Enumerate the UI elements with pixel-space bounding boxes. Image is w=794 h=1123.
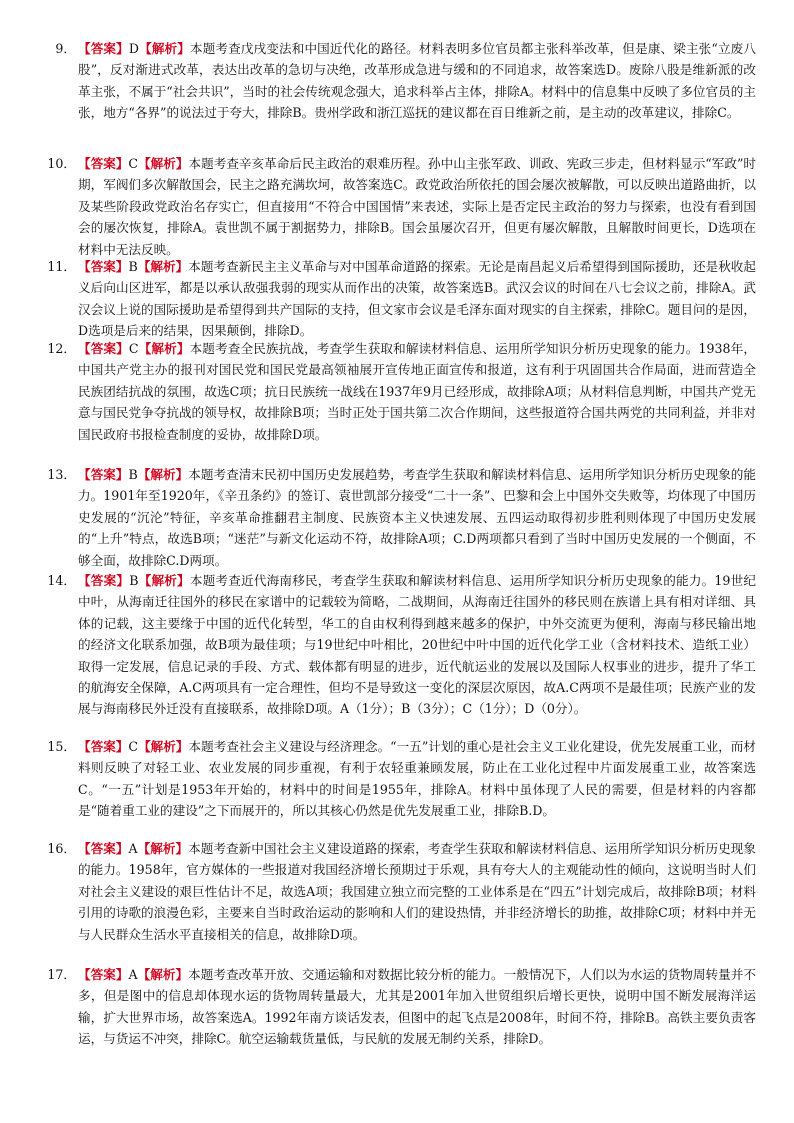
item-number: 13． [47, 467, 76, 482]
item-number: 10． [47, 156, 76, 171]
item-number: 16． [47, 841, 76, 856]
answer-label: 【答案】 [78, 467, 129, 482]
item-number: 12． [47, 341, 76, 356]
analysis-text: 本题考查新中国社会主义建设道路的探索，考查学生获取和解读材料信息、运用所学知识分析历史现象的能力。1958年，官方媒体的一些报道对我国经济增长预期过于乐观，具有夸大人的主观能动性的倾向，这说明当时人们对社会主义建设的艰巨性估计不足，故选A项；我国建立独立而完整的工业体系是在“四五”计划完成后，故排除B项；材料引用的诗歌的浪漫色彩，主要来自当时政治运动的影响和人们的建设热情，并非经济增长的助推，故排除C项；材料中并无与人民群众生活水平直接相关的信息，故排除D项。 [78, 841, 757, 942]
answer-item-12 [38, 338, 756, 445]
analysis-label: 【解析】 [138, 739, 189, 754]
answer-item-13 [38, 464, 756, 571]
answer-label: 【答案】 [78, 841, 129, 856]
answer-choice: A [128, 841, 138, 856]
answer-choice: B [128, 467, 138, 482]
item-number: 15． [47, 739, 76, 754]
analysis-label: 【解析】 [138, 41, 190, 56]
answer-choice: D [128, 41, 139, 56]
item-body [78, 464, 756, 571]
analysis-text: 本题考查社会主义建设与经济理念。“一五”计划的重心是社会主义工业化建设，优先发展重工业，而材料则反映了对轻工业、农业发展的同步重视，有利于农轻重兼顾发展，防止在工业化过程中片面发展重工业，故答案选C。“一五”计划是1953年开始的，材料中的时间是1955年，排除A。材料中虽体现了人民的需要，但是材料的内容都是“随着重工业的建设”之下而展开的，所以其核心仍然是优先发展重工业，排除B.D。 [78, 739, 756, 819]
answer-label: 【答案】 [78, 739, 129, 754]
item-number: 17． [47, 967, 76, 982]
answer-choice: C [128, 341, 139, 356]
answer-choice: B [129, 573, 139, 588]
answer-label: 【答案】 [78, 341, 129, 356]
item-body [78, 964, 756, 1050]
item-body [78, 256, 756, 342]
answer-choice: C [128, 739, 139, 754]
answer-label: 【答案】 [78, 259, 129, 274]
answer-label: 【答案】 [78, 156, 129, 171]
answer-label: 【答案】 [78, 41, 129, 56]
item-body [78, 570, 756, 720]
analysis-label: 【解析】 [137, 967, 189, 982]
analysis-text: 本题考查清末民初中国历史发展趋势，考查学生获取和解读材料信息、运用所学知识分析历史现象的能力。1901年至1920年，《辛丑条约》的签订、袁世凯部分接受“二十一条”、巴黎和会上中国外交失败等，均体现了中国历史发展的“沉沦”特征，辛亥革命推翻君主制度、民族资本主义快速发展、五四运动取得初步胜利则体现了中国历史发展的“上升”特点，故选B项；“迷茫”与新文化运动不符，故排除A项；C.D两项都只看到了当时中国历史发展的一个侧面，不够全面，故排除C.D两项。 [78, 467, 757, 568]
answer-item-15 [38, 736, 756, 822]
answer-item-10 [38, 153, 756, 260]
item-body [78, 38, 756, 124]
item-number: 14． [47, 573, 76, 588]
answer-item-16 [38, 838, 756, 945]
answer-choice: B [128, 259, 138, 274]
answer-item-9 [38, 38, 756, 124]
analysis-label: 【解析】 [138, 341, 190, 356]
analysis-text: 本题考查戊戌变法和中国近代化的路径。材料表明多位官员都主张科举改革，但是康、梁主张“立废八股”，反对渐进式改革，表达出改革的急切与决绝，改革形成急进与缓和的不同追求，故答案选D。废除八股是维新派的改革主张，不属于“社会共识”，当时的社会传统观念强大，追求科举占主体，排除A。材料中的信息集中反映了多位官员的主张，地方“各界”的说法过于夸大，排除B。贵州学政和浙江巡抚的建议都在百日维新之前，是主动的改革建议，排除C。 [78, 41, 756, 121]
analysis-text: 本题考查辛亥革命后民主政治的艰难历程。孙中山主张军政、训政、宪政三步走，但材料显示“军政”时期，军阀们多次解散国会，民主之路充满坎坷，故答案选C。政党政治所依托的国会屡次被解散，可以反映出道路曲折，以及某些阶段政党政治名存实亡，但直接用“不符合中国国情”来表述，实际上是否定民主政治的努力与探索，也没有看到国会的屡次恢复，排除A。袁世凯不属于割据势力，排除B。国会虽屡次召开，但更有屡次解散，且解散时间更长，D选项在材料中无法反映。 [78, 156, 756, 257]
item-body [78, 153, 756, 260]
answer-choice: C [128, 156, 139, 171]
analysis-text: 本题考查全民族抗战，考查学生获取和解读材料信息、运用所学知识分析历史现象的能力。1938年，中国共产党主办的报刊对国民党和国民党最高领袖展开宣传地正面宣传和报道，这有利于巩固国共合作局面，进而营造全民族团结抗战的氛围，故选C项；抗日民族统一战线在1937年9月已经形成，故排除A项；从材料信息判断，中国共产党无意与国民党争夺抗战的领导权，故排除B项；当时正处于国共第二次合作期间，这些报道符合国共两党的共同利益，并非对国民政府书报检查制度的妥协，故排除D项。 [78, 341, 757, 442]
analysis-text: 本题考查新民主主义革命与对中国革命道路的探索。无论是南昌起义后希望得到国际援助，还是秋收起义后向山区进军，都是以承认敌强我弱的现实从而作出的决策，故答案选B。武汉会议的时间在八七会议之前，排除A。武汉会议上说的国际援助是希望得到共产国际的支持，但文家市会议是毛泽东面对现实的自主探索，排除C。题目问的是因，D选项是后来的结果，因果颠倒，排除D。 [78, 259, 757, 339]
analysis-text: 本题考查改革开放、交通运输和对数据比较分析的能力。一般情况下，人们以为水运的货物周转量并不多，但是图中的信息却体现水运的货物周转量最大，尤其是2001年加入世贸组织后增长更快，说明中国不断发展海洋运输，扩大世界市场，故答案选A。1992年南方谈话发表，但图中的起飞点是2008年，时间不符，排除B。高铁主要负责客运，与货运不冲突，排除C。航空运输载货量低，与民航的发展无制约关系，排除D。 [78, 967, 757, 1047]
answer-choice: A [128, 967, 138, 982]
item-number: 9． [55, 41, 76, 56]
answer-item-11 [38, 256, 756, 342]
item-body [78, 736, 756, 822]
answer-item-14 [38, 570, 756, 720]
analysis-text: 本题考查近代海南移民，考查学生获取和解读材料信息、运用所学知识分析历史现象的能力。19世纪中叶，从海南迁往国外的移民在家谱中的记载较为简略，二战期间，从海南迁往国外的移民则在族谱上具有相对详细、具体的记载，这主要缘于中国的近代化转型，华工的自由权利得到越来越多的保护，中外交流更为便利，海南与移民输出地的经济文化联系加强，故B项为最佳项；与19世纪中叶相比，20世纪中叶中国的近代化学工业（含材料技术、造纸工业）取得一定发展，信息记录的手段、方式、载体都有明显的进步，近代航运业的发展以及国际人权事业的进步，提升了华工的航海安全保障，A.C两项具有一定合理性，但均不是导致这一变化的深层次原因，故A.C两项不是最佳项；民族产业的发展与海南移民外迁没有直接联系，故排除D项。A（1分）；B（3分）；C（1分）；D（0分）。 [78, 573, 757, 717]
item-number: 11． [47, 259, 76, 274]
answer-label: 【答案】 [78, 573, 130, 588]
answer-label: 【答案】 [78, 967, 129, 982]
analysis-label: 【解析】 [137, 841, 189, 856]
answer-item-17 [38, 964, 756, 1050]
item-body [78, 338, 756, 445]
item-body [78, 838, 756, 945]
analysis-label: 【解析】 [137, 467, 189, 482]
analysis-label: 【解析】 [138, 156, 189, 171]
analysis-label: 【解析】 [138, 573, 190, 588]
analysis-label: 【解析】 [137, 259, 189, 274]
